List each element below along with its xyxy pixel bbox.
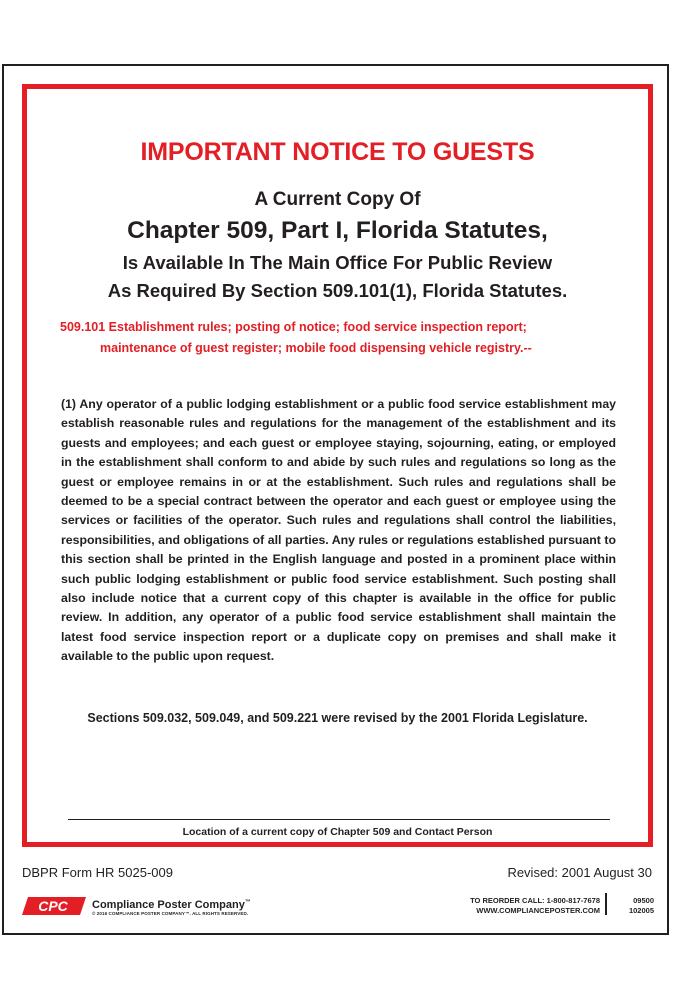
form-id: DBPR Form HR 5025-009: [22, 865, 173, 880]
notice-subtitle-3: Is Available In The Main Office For Public Review: [122, 252, 553, 273]
reorder-phone: TO REORDER CALL: 1-800-817-7678: [470, 896, 600, 905]
notice-title: IMPORTANT NOTICE TO GUESTS: [140, 138, 535, 166]
signature-line: [68, 819, 610, 820]
revised-date: Revised: 2001 August 30: [507, 865, 652, 880]
notice-subtitle-2: Chapter 509, Part I, Florida Statutes,: [127, 217, 548, 244]
section-heading-line-2: maintenance of guest register; mobile food dispensing vehicle registry.--: [100, 341, 532, 355]
notice-subtitle-1: A Current Copy Of: [254, 189, 421, 210]
poster-codes: [614, 896, 654, 916]
section-heading-line-1: 509.101 Establishment rules; posting of notice; food service inspection report;: [60, 320, 527, 334]
trademark-symbol: ™: [244, 899, 251, 906]
copyright-notice: © 2016 COMPLIANCE POSTER COMPANY™. ALL RIGHTS RESERVED.: [92, 911, 249, 916]
statute-body-text: (1) Any operator of a public lodging establishment or a public food service establishment may establish reasonable rules and regulations for the management of the establishment and its guests and employees; and each guest or employee staying, sojourning, eating, or employed in the establishment shall conform to and abide by such rules and regulations so long as the guest or employee remains in or at the establishment. Such rules and regulations shall be deemed to be a special contract between the operator and each guest or employee using the services or facilities of the operator. Such rules and regulations shall control the liabilities, responsibilities, and obligations of all parties. Any rules or regulations established pursuant to this section shall be printed in the English language and posted in a prominent place within such public lodging establishment or public food service establishment. Such posting shall also include notice that a current copy of this chapter is available in the office for public review. In addition, any operator of a public food service establishment shall maintain the latest food service inspection report or a duplicate copy on premises and shall make it available to the public upon request.: [61, 397, 616, 664]
poster-code-2: 102005: [628, 906, 654, 915]
footer-divider: [605, 893, 607, 915]
company-name: [92, 899, 251, 911]
poster-code-1: 09500: [633, 896, 654, 905]
reorder-info: [470, 896, 600, 916]
logo-text: CPC: [38, 898, 68, 914]
revision-note: Sections 509.032, 509.049, and 509.221 were revised by the 2001 Florida Legislature.: [87, 711, 588, 725]
reorder-website: WWW.COMPLIANCEPOSTER.COM: [476, 906, 600, 915]
company-name-text: Compliance Poster Company: [92, 899, 245, 911]
location-label: Location of a current copy of Chapter 509 and Contact Person: [182, 826, 493, 838]
notice-subtitle-4: As Required By Section 509.101(1), Florida Statutes.: [107, 280, 568, 301]
cpc-logo: [20, 896, 88, 916]
